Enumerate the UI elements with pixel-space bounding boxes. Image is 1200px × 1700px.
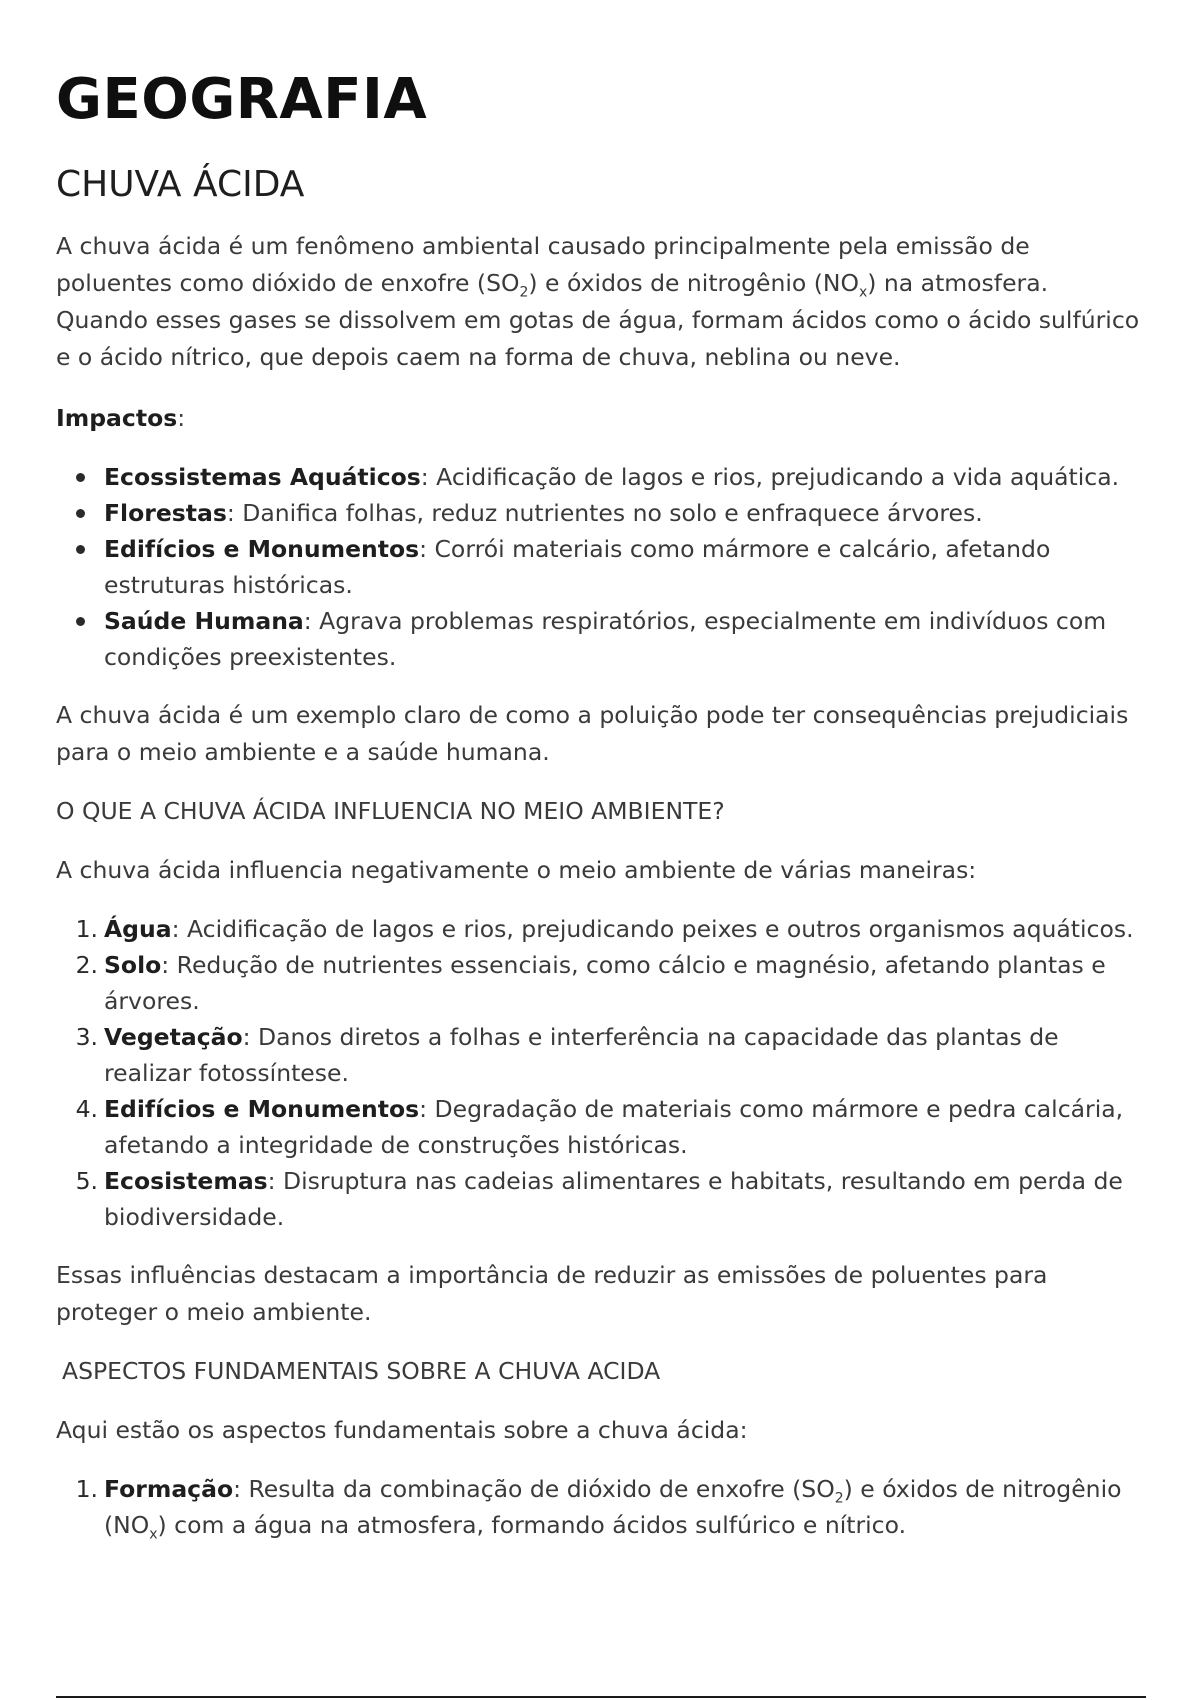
- list-item-text-2: ) e óxidos de nitrogênio (NO: [104, 1475, 1122, 1539]
- aspects-list: [56, 1471, 1146, 1543]
- list-item: [104, 531, 1146, 603]
- section-1-conclusion: Essas influências destacam a importância de reduzir as emissões de poluentes para proteger o meio ambiente.: [56, 1261, 1048, 1326]
- bullet-icon: [76, 545, 85, 554]
- impacts-label-suffix: :: [177, 404, 186, 432]
- list-item: [75, 911, 1146, 947]
- list-item: [104, 603, 1146, 675]
- list-item-text: : Corrói materiais como mármore e calcário, afetando estruturas históricas.: [104, 535, 1051, 599]
- bullet-icon: [76, 509, 85, 518]
- list-item-text: : Agrava problemas respiratórios, especialmente em indivíduos com condições preexistentes.: [104, 607, 1107, 671]
- list-item-text: : Danos diretos a folhas e interferência na capacidade das plantas de realizar fotossíntese.: [104, 1023, 1059, 1087]
- list-item: [104, 459, 1146, 495]
- list-item: [75, 1471, 1146, 1543]
- list-item-term: Água: [104, 915, 172, 943]
- list-item-term: Formação: [104, 1475, 234, 1503]
- intro-sub-1: 2: [519, 284, 529, 301]
- list-item: [104, 495, 1146, 531]
- list-item-term: Edifícios e Monumentos: [104, 1095, 420, 1123]
- impacts-label: Impactos: [56, 404, 178, 432]
- section-2-intro: Aqui estão os aspectos fundamentais sobre a chuva ácida:: [56, 1416, 748, 1444]
- list-item-term: Saúde Humana: [104, 607, 304, 635]
- influence-list: [56, 911, 1146, 1235]
- list-item-text: : Redução de nutrientes essenciais, como cálcio e magnésio, afetando plantas e árvores.: [104, 951, 1106, 1015]
- document-page: [56, 60, 1146, 1543]
- list-item-sub-1: 2: [834, 1490, 844, 1507]
- intro-text-1: A chuva ácida é um fenômeno ambiental causado principalmente pela emissão de poluentes como dióxido de enxofre (SO: [56, 232, 1030, 297]
- list-item-number: 5.: [75, 1167, 98, 1195]
- intro-text-2: ) e óxidos de nitrogênio (NO: [528, 269, 859, 297]
- section-2-heading: ASPECTOS FUNDAMENTAIS SOBRE A CHUVA ACIDA: [62, 1357, 661, 1385]
- list-item-number: 1.: [75, 1475, 98, 1503]
- impacts-heading: [56, 400, 1146, 437]
- list-item-term: Vegetação: [104, 1023, 243, 1051]
- list-item-text: : Disruptura nas cadeias alimentares e habitats, resultando em perda de biodiversidade.: [104, 1167, 1123, 1231]
- list-item-term: Ecossistemas Aquáticos: [104, 463, 421, 491]
- list-item-text: : Degradação de materiais como mármore e pedra calcária, afetando a integridade de construções históricas.: [104, 1095, 1124, 1159]
- intro-sub-2: x: [858, 284, 868, 301]
- list-item-sub-2: x: [149, 1526, 158, 1543]
- footer-divider: [56, 1696, 1146, 1698]
- list-item-term: Edifícios e Monumentos: [104, 535, 420, 563]
- list-item-term: Florestas: [104, 499, 227, 527]
- list-item: [75, 1163, 1146, 1235]
- intro-text-3: ) na atmosfera. Quando esses gases se dissolvem em gotas de água, formam ácidos como o ácido sulfúrico e o ácido nítrico, que depois caem na forma de chuva, neblina ou neve.: [56, 269, 1140, 371]
- list-item-text-1: : Resulta da combinação de dióxido de enxofre (SO: [233, 1475, 835, 1503]
- list-item-text-3: ) com a água na atmosfera, formando ácidos sulfúrico e nítrico.: [157, 1511, 907, 1539]
- intro-paragraph: [56, 228, 1146, 376]
- list-item-number: 3.: [75, 1023, 98, 1051]
- page-title: GEOGRAFIA: [56, 67, 428, 132]
- list-item: [75, 947, 1146, 1019]
- impacts-list: [56, 459, 1146, 675]
- list-item-number: 2.: [75, 951, 98, 979]
- list-item-number: 1.: [75, 915, 98, 943]
- impacts-conclusion: A chuva ácida é um exemplo claro de como a poluição pode ter consequências prejudiciais para o meio ambiente e a saúde humana.: [56, 701, 1129, 766]
- bullet-icon: [76, 473, 85, 482]
- list-item-term: Solo: [104, 951, 162, 979]
- list-item: [75, 1019, 1146, 1091]
- list-item-text: : Acidificação de lagos e rios, prejudicando peixes e outros organismos aquáticos.: [171, 915, 1134, 943]
- list-item-term: Ecosistemas: [104, 1167, 268, 1195]
- section-1-heading: O QUE A CHUVA ÁCIDA INFLUENCIA NO MEIO AMBIENTE?: [56, 797, 725, 825]
- section-1-intro: A chuva ácida influencia negativamente o meio ambiente de várias maneiras:: [56, 856, 977, 884]
- list-item-text: : Danifica folhas, reduz nutrientes no solo e enfraquece árvores.: [226, 499, 983, 527]
- list-item-number: 4.: [75, 1095, 98, 1123]
- bullet-icon: [76, 617, 85, 626]
- list-item-text: : Acidificação de lagos e rios, prejudicando a vida aquática.: [420, 463, 1120, 491]
- list-item: [75, 1091, 1146, 1163]
- page-subtitle: CHUVA ÁCIDA: [56, 164, 305, 205]
